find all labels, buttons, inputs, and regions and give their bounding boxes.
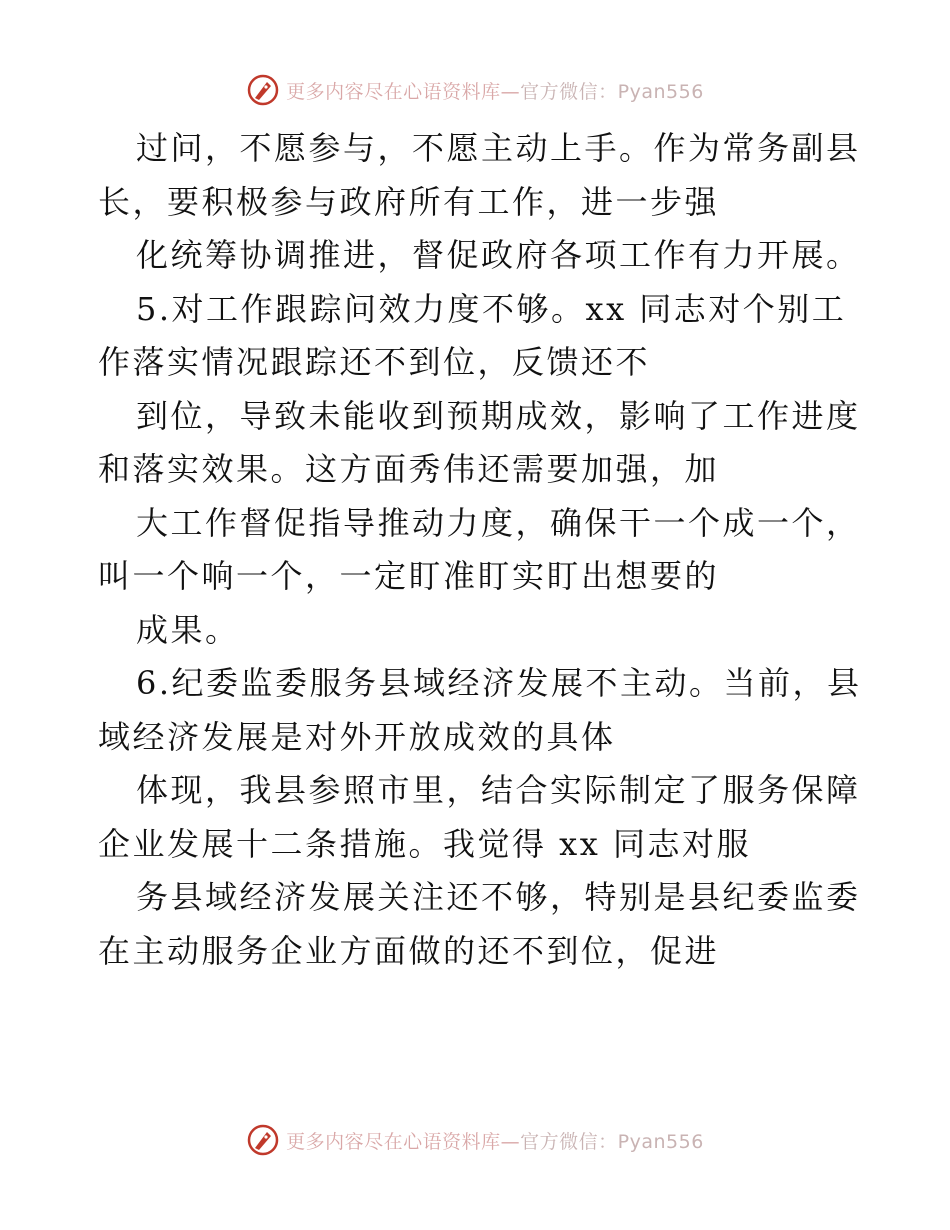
text-line: 作落实情况跟踪还不到位，反馈还不 xyxy=(98,343,651,381)
footer-banner-title: 更多内容尽在心语资料库— xyxy=(286,1130,521,1153)
text-line: 成果。 xyxy=(136,610,240,649)
text-line: 务县域经济发展关注还不够，特别是县纪委监委 xyxy=(136,878,861,916)
footer-watermark-banner xyxy=(0,1120,950,1160)
text-line: 长，要积极参与政府所有工作，进一步强 xyxy=(98,182,720,221)
text-line: 在主动服务企业方面做的还不到位，促进 xyxy=(98,931,720,970)
header-banner-text xyxy=(286,77,704,104)
text-line: 大工作督促指导推动力度，确保干一个成一个， xyxy=(136,503,861,542)
header-banner-title: 更多内容尽在心语资料库— xyxy=(286,80,521,103)
header-watermark-banner xyxy=(0,70,950,110)
pen-nib-logo-icon xyxy=(246,73,280,107)
document-body xyxy=(98,122,862,978)
footer-banner-wechat: 官方微信：Pyan556 xyxy=(520,1130,704,1153)
footer-banner-text xyxy=(286,1127,704,1154)
pen-nib-logo-icon xyxy=(246,1123,280,1157)
text-line: 过问，不愿参与，不愿主动上手。作为常务副县 xyxy=(136,129,861,167)
header-banner-wechat: 官方微信：Pyan556 xyxy=(520,80,704,103)
text-line: 和落实效果。这方面秀伟还需要加强，加 xyxy=(98,450,720,488)
text-line: 域经济发展是对外开放成效的具体 xyxy=(98,717,616,756)
text-line: 叫一个响一个，一定盯准盯实盯出想要的 xyxy=(98,557,720,595)
text-line: 5.对工作跟踪问效力度不够。xx 同志对个别工 xyxy=(136,289,847,328)
text-line: 企业发展十二条措施。我觉得 xx 同志对服 xyxy=(98,824,751,863)
text-line: 化统筹协调推进，督促政府各项工作有力开展。 xyxy=(136,236,861,274)
text-line: 到位，导致未能收到预期成效，影响了工作进度 xyxy=(136,396,861,435)
text-line: 体现，我县参照市里，结合实际制定了服务保障 xyxy=(136,771,861,809)
text-line: 6.纪委监委服务县域经济发展不主动。当前，县 xyxy=(136,664,862,702)
